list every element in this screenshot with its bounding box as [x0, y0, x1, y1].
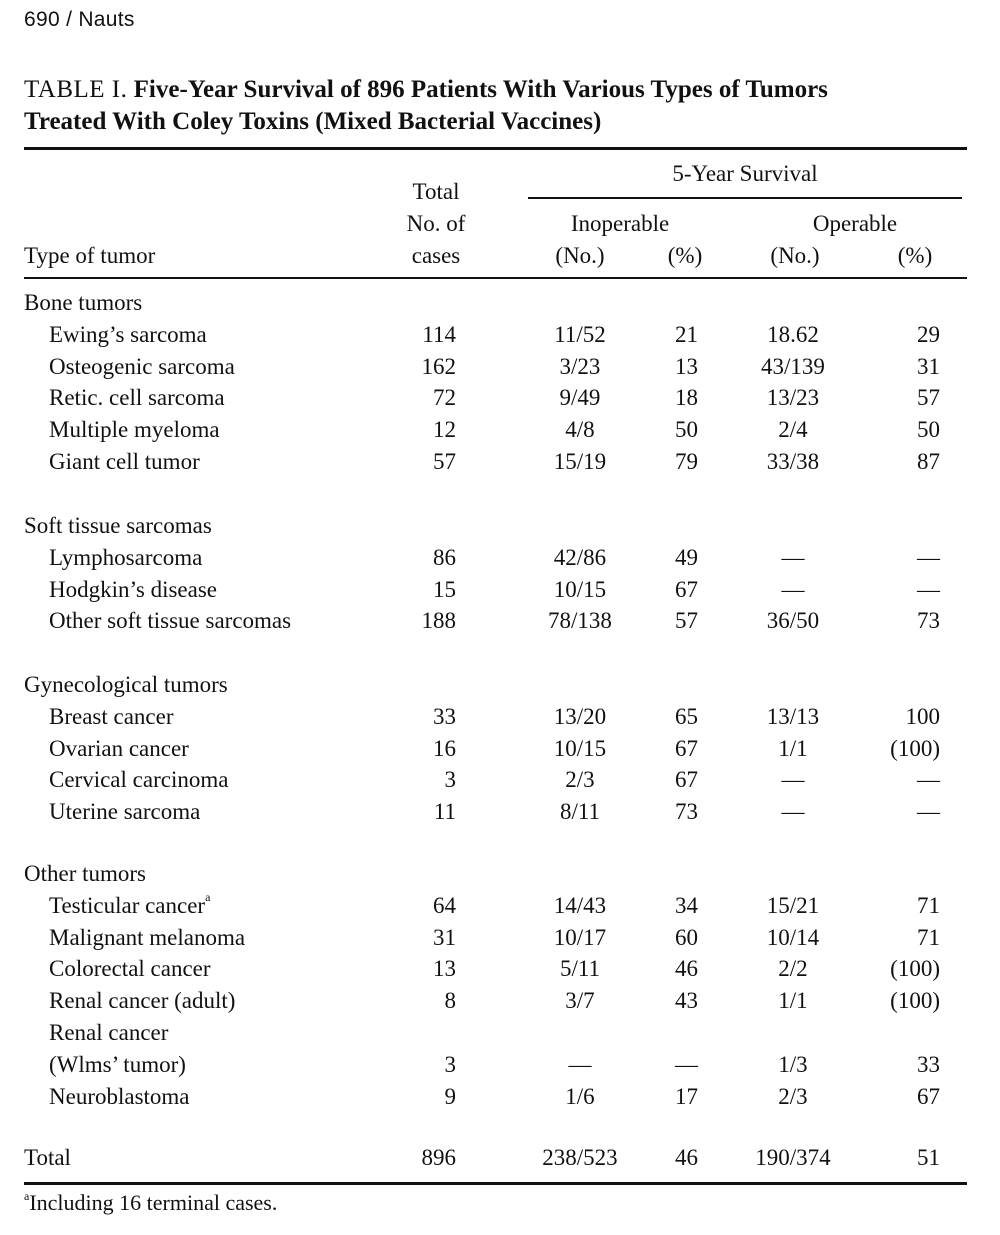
cell-inoperable-pct: 13	[675, 353, 698, 379]
cell-total: 15	[433, 576, 456, 602]
cell-operable-no: 2/3	[778, 1083, 808, 1109]
running-head: 690 / Nauts	[24, 8, 135, 31]
row-label-with-note	[49, 891, 210, 921]
cell-inoperable-no: 5/11	[559, 956, 601, 982]
cell-inoperable-pct: 65	[675, 703, 698, 729]
row-label: Renal cancer (adult)	[49, 988, 236, 1014]
header-total-3: cases	[411, 243, 461, 268]
cell-total: 86	[433, 544, 456, 570]
cell-inoperable-no: 42/86	[553, 544, 607, 570]
cell-operable-no: 18.62	[767, 321, 819, 347]
cell-inoperable-pct: 18	[675, 385, 698, 411]
header-operable: Operable	[812, 211, 898, 236]
cell-inoperable-pct: 67	[675, 576, 698, 602]
bottom-rule	[24, 1182, 967, 1185]
header-inoperable-pct: (%)	[667, 243, 703, 268]
cell-operable-pct: 71	[917, 892, 940, 918]
cell-operable-no: —	[781, 799, 805, 825]
cell-operable-no: 10/14	[766, 924, 820, 950]
cell-inoperable-pct: —	[675, 1051, 698, 1077]
cell-inoperable-no: 10/15	[553, 735, 607, 761]
row-label: Giant cell tumor	[49, 449, 200, 474]
cell-total: 188	[421, 608, 456, 634]
cell-inoperable-no: 3/23	[559, 353, 601, 379]
row-label-continued: (Wlms’ tumor)	[49, 1051, 186, 1077]
cell-inoperable-pct: 79	[675, 449, 698, 474]
cell-operable-no: 13/13	[766, 703, 820, 729]
cell-total: 57	[433, 449, 456, 474]
header-survival: 5-Year Survival	[672, 161, 818, 186]
cell-inoperable-pct: 34	[675, 892, 698, 918]
cell-operable-pct: —	[917, 767, 940, 793]
row-label: Osteogenic sarcoma	[49, 353, 235, 379]
top-rule	[24, 147, 967, 150]
cell-operable-pct: —	[917, 799, 940, 825]
cell-operable-pct: (100)	[890, 956, 940, 982]
header-inoperable: Inoperable	[570, 211, 670, 236]
row-label: Cervical carcinoma	[49, 767, 229, 793]
header-rule	[24, 277, 967, 279]
header-total-1: Total	[412, 179, 460, 204]
cell-inoperable-no: 3/7	[565, 988, 595, 1014]
cell-total: 3	[444, 1051, 456, 1077]
cell-total: 31	[433, 924, 456, 950]
row-label: Breast cancer	[49, 703, 174, 729]
cell-inoperable-pct: 21	[675, 321, 698, 347]
cell-total: 12	[433, 417, 456, 443]
group-heading: Bone tumors	[24, 290, 143, 315]
cell-operable-pct: 73	[917, 608, 940, 634]
row-label: Renal cancer	[49, 1020, 169, 1045]
cell-operable-pct: —	[917, 576, 940, 602]
cell-inoperable-no: 14/43	[553, 892, 607, 918]
cell-inoperable-pct: 73	[675, 799, 698, 825]
row-label: Ovarian cancer	[49, 735, 189, 761]
row-label: Lymphosarcoma	[49, 544, 203, 570]
cell-inoperable-pct: 43	[675, 988, 698, 1014]
row-label: Colorectal cancer	[49, 956, 211, 982]
cell-total: 16	[433, 735, 456, 761]
cell-inoperable-pct: 17	[675, 1083, 698, 1109]
cell-inoperable-no: —	[568, 1051, 592, 1077]
survival-rule	[528, 197, 962, 199]
cell-total: 162	[421, 353, 456, 379]
row-label: Malignant melanoma	[49, 924, 246, 950]
row-label: Multiple myeloma	[49, 417, 220, 443]
header-type: Type of tumor	[24, 243, 156, 268]
header-operable-no: (No.)	[770, 243, 820, 268]
cell-total: 72	[433, 385, 456, 411]
footnote-marker-ref: a	[205, 889, 211, 904]
cell-inoperable-pct: 46	[675, 956, 698, 982]
cell-operable-pct: 33	[917, 1051, 940, 1077]
total-cell-inoperable-no: 238/523	[542, 1145, 618, 1170]
cell-inoperable-no: 4/8	[565, 417, 595, 443]
table-label: TABLE I.	[24, 76, 128, 103]
cell-operable-no: 1/3	[778, 1051, 808, 1077]
cell-operable-pct: (100)	[890, 988, 940, 1014]
cell-inoperable-no: 13/20	[553, 703, 607, 729]
cell-inoperable-no: 9/49	[559, 385, 601, 411]
cell-inoperable-pct: 60	[675, 924, 698, 950]
cell-operable-no: 2/4	[778, 417, 808, 443]
table-title-line-1: Five-Year Survival of 896 Patients With Various Types of Tumors	[133, 76, 828, 103]
total-cell-inoperable-pct: 46	[675, 1145, 698, 1170]
cell-operable-no: 1/1	[778, 988, 808, 1014]
cell-operable-no: 36/50	[766, 608, 820, 634]
footnote-text: Including 16 terminal cases.	[29, 1190, 278, 1215]
row-label: Hodgkin’s disease	[49, 576, 218, 602]
cell-operable-no: 15/21	[766, 892, 820, 918]
cell-total: 13	[433, 956, 456, 982]
cell-total: 3	[444, 767, 456, 793]
cell-inoperable-pct: 57	[675, 608, 698, 634]
cell-inoperable-pct: 50	[675, 417, 698, 443]
group-heading: Soft tissue sarcomas	[24, 513, 212, 538]
cell-inoperable-pct: 49	[675, 544, 698, 570]
cell-operable-pct: 71	[917, 924, 940, 950]
cell-inoperable-no: 8/11	[559, 799, 601, 825]
cell-inoperable-no: 2/3	[565, 767, 595, 793]
row-label: Ewing’s sarcoma	[49, 321, 207, 347]
cell-inoperable-no: 10/15	[553, 576, 607, 602]
total-label: Total	[24, 1145, 71, 1170]
cell-total: 33	[433, 703, 456, 729]
cell-total: 11	[433, 799, 456, 825]
row-label: Neuroblastoma	[49, 1083, 190, 1109]
cell-inoperable-pct: 67	[675, 767, 698, 793]
cell-operable-no: —	[781, 544, 805, 570]
cell-inoperable-no: 10/17	[553, 924, 607, 950]
cell-total: 8	[444, 988, 456, 1014]
cell-operable-pct: 67	[917, 1083, 940, 1109]
group-heading: Gynecological tumors	[24, 672, 228, 697]
footnote	[24, 1190, 277, 1216]
cell-inoperable-no: 11/52	[554, 321, 606, 347]
header-total-2: No. of	[406, 211, 466, 236]
cell-inoperable-no: 78/138	[548, 608, 612, 634]
row-label: Other soft tissue sarcomas	[49, 608, 292, 634]
footnote-marker: a	[24, 1189, 30, 1203]
table-title-line-2: Treated With Coley Toxins (Mixed Bacterial Vaccines)	[24, 108, 602, 135]
cell-operable-pct: 50	[917, 417, 940, 443]
cell-operable-pct: 31	[917, 353, 940, 379]
cell-operable-no: —	[781, 767, 805, 793]
cell-inoperable-no: 15/19	[553, 449, 607, 474]
cell-total: 114	[422, 321, 456, 347]
cell-operable-pct: (100)	[890, 735, 940, 761]
caption-line-1	[24, 74, 974, 106]
cell-operable-pct: 87	[917, 449, 940, 474]
cell-operable-no: 1/1	[778, 735, 808, 761]
row-label: Retic. cell sarcoma	[49, 385, 225, 411]
cell-operable-pct: —	[917, 544, 940, 570]
cell-total: 64	[433, 892, 456, 918]
group-heading: Other tumors	[24, 861, 147, 886]
total-cell-total: 896	[421, 1145, 456, 1170]
cell-operable-pct: 29	[917, 321, 940, 347]
total-cell-operable-no: 190/374	[755, 1145, 831, 1170]
header-inoperable-no: (No.)	[555, 243, 605, 268]
cell-operable-no: 2/2	[778, 956, 808, 982]
total-cell-operable-pct: 51	[917, 1145, 940, 1170]
cell-operable-pct: 57	[917, 385, 940, 411]
table-caption	[24, 74, 974, 138]
cell-operable-no: —	[781, 576, 805, 602]
row-label: Testicular cancer	[49, 892, 206, 918]
cell-total: 9	[444, 1083, 456, 1109]
cell-operable-pct: 100	[905, 703, 940, 729]
cell-inoperable-pct: 67	[675, 735, 698, 761]
cell-operable-no: 33/38	[766, 449, 820, 474]
cell-operable-no: 43/139	[761, 353, 825, 379]
row-label: Uterine sarcoma	[49, 799, 201, 825]
header-operable-pct: (%)	[897, 243, 933, 268]
cell-operable-no: 13/23	[766, 385, 820, 411]
cell-inoperable-no: 1/6	[565, 1083, 595, 1109]
